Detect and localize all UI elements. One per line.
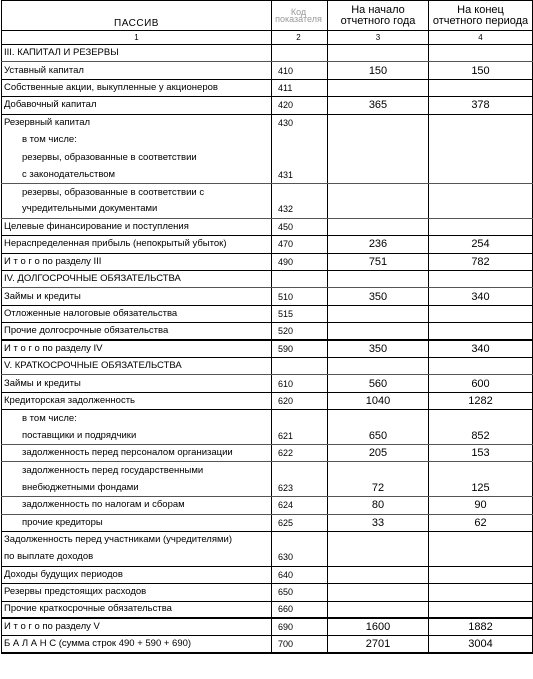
table-row <box>2 514 533 531</box>
row-label: резервы, образованные в соответствии <box>2 149 272 166</box>
row-label: учредительными документами <box>2 201 272 218</box>
row-start-value: 350 <box>328 288 429 305</box>
row-code: 624 <box>272 497 328 514</box>
table-row <box>2 601 533 618</box>
row-code: 700 <box>272 636 328 653</box>
row-start-value <box>328 166 429 183</box>
row-label: Нераспределенная прибыль (непокрытый убыток) <box>2 236 272 253</box>
row-start-value <box>328 410 429 427</box>
row-label: Доходы будущих периодов <box>2 566 272 583</box>
row-label: резервы, образованные в соответствии с <box>2 184 272 201</box>
row-code: 623 <box>272 479 328 496</box>
row-label: Кредиторская задолженность <box>2 392 272 409</box>
header-start-of-year: На начало отчетного года <box>328 1 429 31</box>
row-label: Резервы предстоящих расходов <box>2 584 272 601</box>
row-end-value: 125 <box>429 479 533 496</box>
row-start-value <box>328 218 429 235</box>
row-start-value: 751 <box>328 253 429 270</box>
row-end-value <box>429 358 533 375</box>
row-end-value <box>429 149 533 166</box>
row-start-value <box>328 462 429 479</box>
row-start-value <box>328 323 429 340</box>
row-label: с законодательством <box>2 166 272 183</box>
row-label: Займы и кредиты <box>2 288 272 305</box>
table-row <box>2 131 533 148</box>
row-code: 420 <box>272 97 328 114</box>
row-end-value <box>429 79 533 96</box>
table-row <box>2 45 533 62</box>
column-number: 1 <box>2 31 272 45</box>
row-end-value: 340 <box>429 340 533 357</box>
row-start-value <box>328 45 429 62</box>
row-start-value: 205 <box>328 444 429 461</box>
row-end-value: 852 <box>429 427 533 444</box>
row-code: 515 <box>272 305 328 322</box>
row-end-value <box>429 45 533 62</box>
row-start-value: 350 <box>328 340 429 357</box>
row-end-value: 254 <box>429 236 533 253</box>
table-row <box>2 584 533 601</box>
table-row <box>2 288 533 305</box>
row-code: 650 <box>272 584 328 601</box>
row-code: 640 <box>272 566 328 583</box>
row-end-value <box>429 323 533 340</box>
table-row <box>2 184 533 201</box>
row-start-value: 33 <box>328 514 429 531</box>
row-code <box>272 410 328 427</box>
row-end-value: 150 <box>429 62 533 79</box>
row-code: 630 <box>272 549 328 566</box>
row-label: Задолженность перед участниками (учредителями) <box>2 531 272 548</box>
row-code: 510 <box>272 288 328 305</box>
row-start-value <box>328 184 429 201</box>
row-end-value: 600 <box>429 375 533 392</box>
table-row <box>2 62 533 79</box>
row-end-value <box>429 201 533 218</box>
row-end-value: 340 <box>429 288 533 305</box>
row-label: по выплате доходов <box>2 549 272 566</box>
table-row <box>2 444 533 461</box>
row-end-value: 782 <box>429 253 533 270</box>
row-end-value <box>429 114 533 131</box>
row-label: Прочие долгосрочные обязательства <box>2 323 272 340</box>
row-end-value <box>429 584 533 601</box>
row-start-value: 650 <box>328 427 429 444</box>
table-header-row <box>2 1 533 31</box>
row-start-value: 1040 <box>328 392 429 409</box>
table-row <box>2 531 533 548</box>
table-row <box>2 114 533 131</box>
row-code: 620 <box>272 392 328 409</box>
row-label: прочие кредиторы <box>2 514 272 531</box>
row-label: III. КАПИТАЛ И РЕЗЕРВЫ <box>2 45 272 62</box>
row-end-value <box>429 271 533 288</box>
table-row <box>2 236 533 253</box>
table-row <box>2 79 533 96</box>
row-start-value: 1600 <box>328 618 429 635</box>
table-row <box>2 305 533 322</box>
row-label: Отложенные налоговые обязательства <box>2 305 272 322</box>
row-label: задолженность по налогам и сборам <box>2 497 272 514</box>
row-end-value <box>429 410 533 427</box>
row-end-value <box>429 218 533 235</box>
table-row <box>2 271 533 288</box>
row-code: 590 <box>272 340 328 357</box>
row-label: Б А Л А Н С (сумма строк 490 + 590 + 690) <box>2 636 272 653</box>
row-end-value: 1282 <box>429 392 533 409</box>
header-end-of-period: На конец отчетного периода <box>429 1 533 31</box>
row-code <box>272 131 328 148</box>
row-end-value: 3004 <box>429 636 533 653</box>
row-code: 490 <box>272 253 328 270</box>
column-number: 3 <box>328 31 429 45</box>
row-start-value <box>328 549 429 566</box>
row-code <box>272 271 328 288</box>
row-code <box>272 149 328 166</box>
row-label: Целевые финансирование и поступления <box>2 218 272 235</box>
row-end-value <box>429 166 533 183</box>
row-start-value <box>328 114 429 131</box>
row-label: IV. ДОЛГОСРОЧНЫЕ ОБЯЗАТЕЛЬСТВА <box>2 271 272 288</box>
row-label: И т о г о по разделу IV <box>2 340 272 357</box>
row-start-value: 2701 <box>328 636 429 653</box>
row-start-value <box>328 584 429 601</box>
table-row <box>2 358 533 375</box>
row-end-value <box>429 462 533 479</box>
header-code: Код показателя <box>272 1 328 31</box>
row-end-value: 378 <box>429 97 533 114</box>
row-label: И т о г о по разделу III <box>2 253 272 270</box>
table-row <box>2 427 533 444</box>
row-start-value <box>328 531 429 548</box>
row-end-value: 62 <box>429 514 533 531</box>
row-start-value <box>328 271 429 288</box>
table-row <box>2 566 533 583</box>
row-label: Добавочный капитал <box>2 97 272 114</box>
row-start-value <box>328 358 429 375</box>
row-code: 625 <box>272 514 328 531</box>
table-row <box>2 323 533 340</box>
row-start-value <box>328 566 429 583</box>
row-label: Собственные акции, выкупленные у акционеров <box>2 79 272 96</box>
row-start-value: 80 <box>328 497 429 514</box>
row-code <box>272 531 328 548</box>
row-start-value: 150 <box>328 62 429 79</box>
table-row <box>2 462 533 479</box>
row-label: Прочие краткосрочные обязательства <box>2 601 272 618</box>
table-row <box>2 392 533 409</box>
row-code: 690 <box>272 618 328 635</box>
column-number-row <box>2 31 533 45</box>
row-end-value <box>429 531 533 548</box>
table-row <box>2 375 533 392</box>
row-end-value: 153 <box>429 444 533 461</box>
row-end-value <box>429 601 533 618</box>
row-label: Резервный капитал <box>2 114 272 131</box>
row-label: в том числе: <box>2 131 272 148</box>
row-start-value <box>328 601 429 618</box>
row-end-value <box>429 549 533 566</box>
table-row <box>2 253 533 270</box>
table-row <box>2 97 533 114</box>
header-liabilities: ПАССИВ <box>2 1 272 31</box>
row-code: 621 <box>272 427 328 444</box>
table-row <box>2 479 533 496</box>
row-code <box>272 358 328 375</box>
row-code: 450 <box>272 218 328 235</box>
row-code <box>272 462 328 479</box>
row-end-value <box>429 566 533 583</box>
table-row <box>2 618 533 635</box>
row-start-value <box>328 149 429 166</box>
row-code <box>272 184 328 201</box>
row-end-value: 90 <box>429 497 533 514</box>
row-label: задолженность перед персоналом организации <box>2 444 272 461</box>
row-end-value <box>429 131 533 148</box>
row-code: 432 <box>272 201 328 218</box>
row-code: 430 <box>272 114 328 131</box>
row-code: 660 <box>272 601 328 618</box>
row-code: 610 <box>272 375 328 392</box>
row-start-value: 72 <box>328 479 429 496</box>
column-number: 2 <box>272 31 328 45</box>
row-label: задолженность перед государственными <box>2 462 272 479</box>
row-label: V. КРАТКОСРОЧНЫЕ ОБЯЗАТЕЛЬСТВА <box>2 358 272 375</box>
row-code: 470 <box>272 236 328 253</box>
row-code: 520 <box>272 323 328 340</box>
row-label: внебюджетными фондами <box>2 479 272 496</box>
table-row <box>2 166 533 183</box>
row-label: Уставный капитал <box>2 62 272 79</box>
row-end-value <box>429 184 533 201</box>
row-label: Займы и кредиты <box>2 375 272 392</box>
row-label: И т о г о по разделу V <box>2 618 272 635</box>
row-end-value <box>429 305 533 322</box>
row-start-value <box>328 131 429 148</box>
table-row <box>2 497 533 514</box>
row-code: 431 <box>272 166 328 183</box>
table-row <box>2 549 533 566</box>
row-label: в том числе: <box>2 410 272 427</box>
row-code: 410 <box>272 62 328 79</box>
column-number: 4 <box>429 31 533 45</box>
row-start-value: 236 <box>328 236 429 253</box>
table-row <box>2 201 533 218</box>
row-start-value <box>328 79 429 96</box>
table-row <box>2 410 533 427</box>
table-row <box>2 636 533 653</box>
table-row <box>2 340 533 357</box>
row-end-value: 1882 <box>429 618 533 635</box>
row-code: 411 <box>272 79 328 96</box>
table-row <box>2 149 533 166</box>
row-start-value: 365 <box>328 97 429 114</box>
table-row <box>2 218 533 235</box>
row-start-value <box>328 305 429 322</box>
liabilities-table <box>1 0 533 654</box>
row-code <box>272 45 328 62</box>
row-start-value <box>328 201 429 218</box>
row-start-value: 560 <box>328 375 429 392</box>
row-code: 622 <box>272 444 328 461</box>
row-label: поставщики и подрядчики <box>2 427 272 444</box>
